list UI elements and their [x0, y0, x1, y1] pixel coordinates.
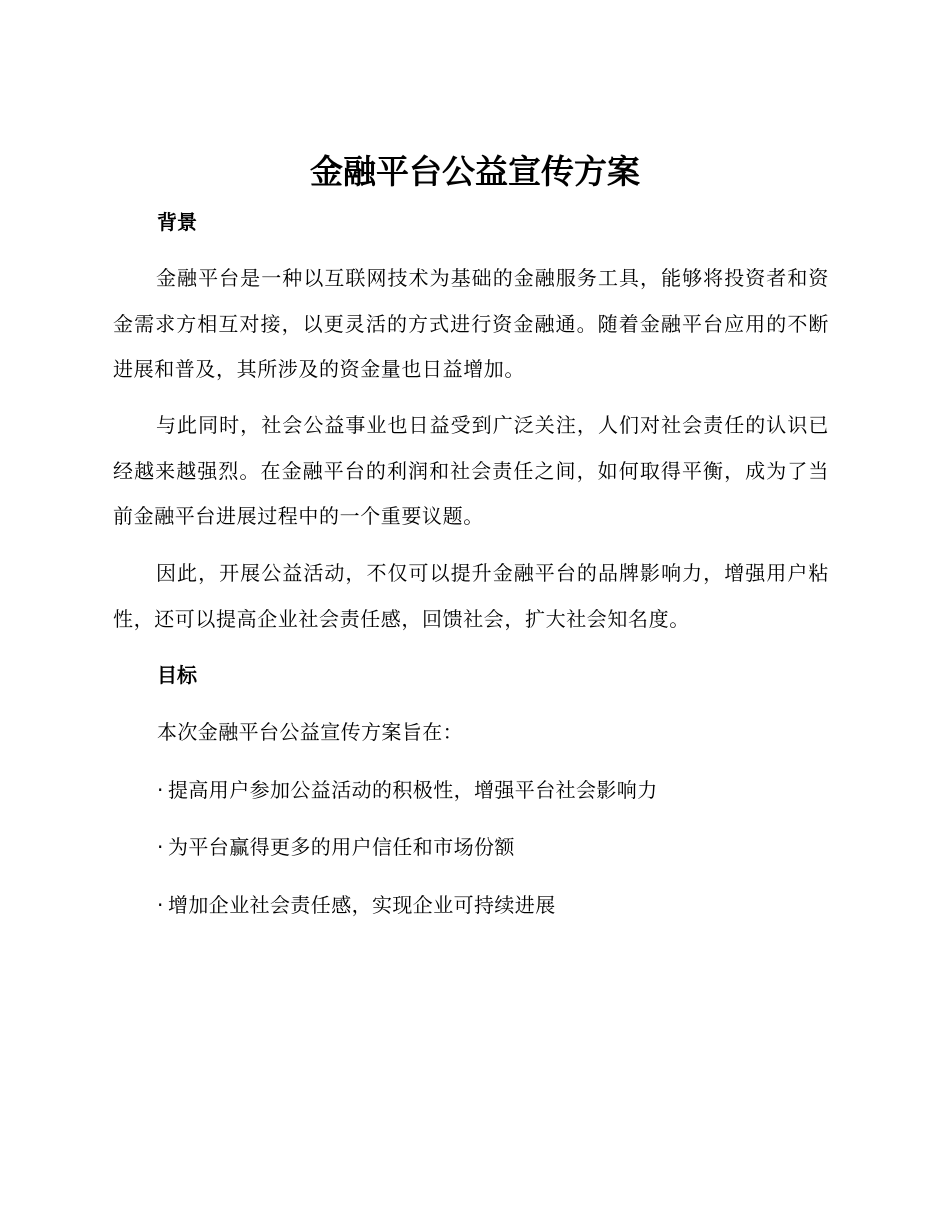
background-paragraph-3: 因此，开展公益活动，不仅可以提升金融平台的品牌影响力，增强用户粘性，还可以提高企业社会责任感，回馈社会，扩大社会知名度。	[113, 561, 829, 631]
goal-bullet-item	[157, 832, 515, 862]
background-heading: 背景	[157, 210, 197, 234]
goal-bullet-text: 为平台赢得更多的用户信任和市场份额	[168, 835, 515, 859]
goal-bullet-item	[157, 890, 556, 920]
bullet-dot: ·	[157, 893, 164, 917]
goal-bullet-text: 增加企业社会责任感，实现企业可持续进展	[168, 893, 556, 917]
document-title: 金融平台公益宣传方案	[310, 152, 640, 191]
goal-bullet-item	[157, 775, 658, 805]
goals-intro: 本次金融平台公益宣传方案旨在：	[157, 720, 463, 744]
bullet-dot: ·	[157, 778, 164, 802]
bullet-dot: ·	[157, 835, 164, 859]
background-paragraph-2: 与此同时，社会公益事业也日益受到广泛关注，人们对社会责任的认识已经越来越强烈。在金融平台的利润和社会责任之间，如何取得平衡，成为了当前金融平台进展过程中的一个重要议题。	[113, 413, 829, 528]
goals-heading: 目标	[157, 663, 197, 687]
background-paragraph-1: 金融平台是一种以互联网技术为基础的金融服务工具，能够将投资者和资金需求方相互对接，以更灵活的方式进行资金融通。随着金融平台应用的不断进展和普及，其所涉及的资金量也日益增加。	[113, 266, 829, 381]
goal-bullet-text: 提高用户参加公益活动的积极性，增强平台社会影响力	[168, 778, 658, 802]
